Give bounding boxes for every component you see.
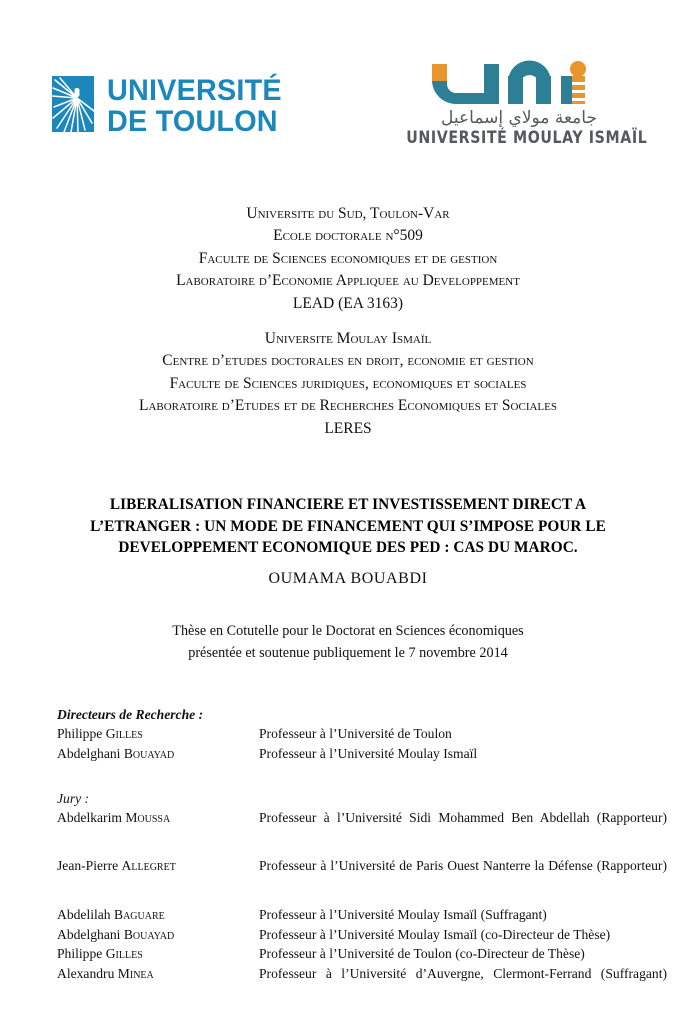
universite-de-toulon-logo xyxy=(52,74,289,139)
director-affiliation: Professeur à l’Université Moulay Ismaïl xyxy=(259,745,478,761)
jury-member-affiliation: Professeur à l’Université de Paris Ouest Nanterre la Défense (Rapporteur) xyxy=(259,858,667,874)
jury-section xyxy=(57,791,667,1003)
jury-member-lastname: Allegret xyxy=(121,858,176,874)
directors-label: Directeurs de Recherche : xyxy=(57,707,204,722)
toulon-wordmark xyxy=(107,74,289,139)
jury-member-lastname: Bouayad xyxy=(123,926,175,942)
jury-member-lastname: Gilles xyxy=(105,946,143,962)
jury-row xyxy=(57,925,667,945)
jury-member-name xyxy=(57,856,259,876)
institution-block-umi xyxy=(0,328,696,440)
universite-moulay-ismail-logo xyxy=(404,60,648,148)
thesis-note-line-2: présentée et soutenue publiquement le 7 novembre 2014 xyxy=(188,644,508,661)
toulon-starburst-icon xyxy=(52,76,94,132)
jury-member-lastname: Minea xyxy=(117,965,154,981)
title-line-2: L’ETRANGER : UN MODE DE FINANCEMENT QUI S’IMPOSE POUR LE xyxy=(90,517,606,535)
jury-member-affiliation: Professeur à l’Université Sidi Mohammed Ben Abdellah (Rapporteur) xyxy=(259,810,667,825)
institution-line: Faculte de Sciences juridiques, economiques et sociales xyxy=(169,374,527,392)
umi-arabic-name: جامعة مولاي إسماعيل xyxy=(441,108,597,128)
institution-line: LEAD (EA 3163) xyxy=(292,294,404,312)
director-lastname: Gilles xyxy=(105,726,143,741)
thesis-note xyxy=(0,621,696,664)
jury-member-name xyxy=(57,905,259,925)
jury-row xyxy=(57,944,667,964)
institution-line: LERES xyxy=(324,419,372,437)
jury-row xyxy=(57,808,667,847)
director-firstname: Philippe xyxy=(57,726,106,741)
jury-member-name xyxy=(57,944,259,964)
jury-member-affiliation: Professeur à l’Université de Toulon (co-Directeur de Thèse) xyxy=(259,946,585,962)
jury-member-name xyxy=(57,925,259,945)
thesis-note-line-1: Thèse en Cotutelle pour le Doctorat en Sciences économiques xyxy=(172,623,524,639)
director-row xyxy=(57,724,667,744)
toulon-wordmark-line2: DE TOULON xyxy=(107,105,278,139)
jury-member-affiliation: Professeur à l’Université Moulay Ismaïl (Suffragant) xyxy=(259,906,547,922)
jury-member-name xyxy=(57,964,259,984)
institution-line: Centre d’etudes doctorales en droit, economie et gestion xyxy=(162,352,534,370)
institution-line: Universite Moulay Ismaïl xyxy=(264,330,432,347)
jury-member-firstname: Philippe xyxy=(57,946,106,962)
title-line-3: DEVELOPPEMENT ECONOMIQUE DES PED : CAS DU MAROC. xyxy=(118,539,578,557)
jury-member-firstname: Alexandru xyxy=(57,965,118,981)
jury-member-lastname: Moussa xyxy=(125,810,171,825)
director-affiliation: Professeur à l’Université de Toulon xyxy=(259,726,452,741)
jury-row xyxy=(57,964,667,1003)
institution-line: Laboratoire d’Economie Appliquee au Developpement xyxy=(176,272,520,290)
jury-member-name xyxy=(57,808,259,828)
institution-line: Universite du Sud, Toulon-Var xyxy=(246,205,450,222)
umi-monogram-icon xyxy=(430,60,605,108)
jury-row xyxy=(57,905,667,925)
jury-member-affiliation: Professeur à l’Université Moulay Ismaïl (co-Directeur de Thèse) xyxy=(259,926,611,942)
author-name: OUMAMA BOUABDI xyxy=(268,570,428,587)
director-lastname: Bouayad xyxy=(123,745,175,761)
institution-line: Laboratoire d’Etudes et de Recherches Economiques et Sociales xyxy=(138,397,557,415)
jury-member-firstname: Abdelghani xyxy=(57,926,124,942)
institution-line: Faculte de Sciences economiques et de gestion xyxy=(198,249,498,267)
director-row xyxy=(57,744,667,764)
toulon-wordmark-line1: UNIVERSITÉ xyxy=(107,74,282,107)
page-title xyxy=(62,494,634,559)
director-firstname: Abdelghani xyxy=(57,745,124,761)
jury-member-firstname: Abdelilah xyxy=(57,906,115,922)
director-name xyxy=(57,744,259,764)
jury-member-firstname: Jean-Pierre xyxy=(57,858,122,874)
institution-line: Ecole doctorale n°509 xyxy=(273,227,423,245)
institution-block-toulon xyxy=(0,203,696,315)
jury-member-lastname: Baguare xyxy=(114,906,165,922)
umi-latin-name: UNIVERSITÉ MOULAY ISMAÏL xyxy=(406,128,648,148)
title-line-1: LIBERALISATION FINANCIERE ET INVESTISSEMENT DIRECT A xyxy=(109,496,587,513)
jury-member-firstname: Abdelkarim xyxy=(57,810,126,825)
jury-row xyxy=(57,856,667,895)
logo-row xyxy=(0,52,696,162)
director-name xyxy=(57,724,259,744)
directors-section xyxy=(57,707,667,763)
jury-label: Jury : xyxy=(57,791,90,806)
jury-member-affiliation: Professeur à l’Université d’Auvergne, Clermont-Ferrand (Suffragant) xyxy=(259,965,667,981)
